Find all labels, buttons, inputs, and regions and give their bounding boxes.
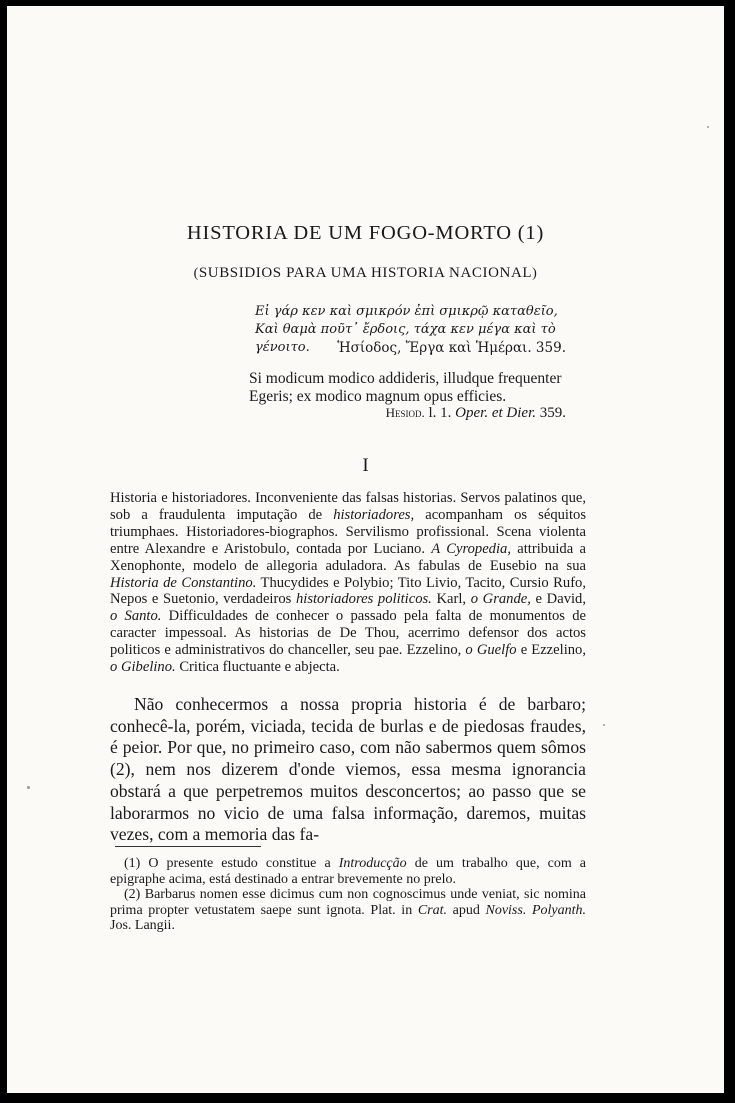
latin-epigraph-citation [386, 405, 566, 422]
scan-speck [707, 126, 709, 128]
latin-epigraph [249, 370, 589, 406]
latin-epigraph-line-2: Egeris; ex modico magnum opus efficies. [249, 388, 507, 405]
footnote-1: (1) O presente estudo constitue a Introducção de um trabalho que, com a epigraphe acima, está destinado a entrar brevemente no prelo. [110, 856, 586, 887]
subtitle-close-paren: ) [532, 266, 538, 281]
scanned-page [7, 6, 724, 1093]
latin-epigraph-line-1: Si modicum modico addideris, illudque frequenter [249, 370, 562, 387]
page-title: HISTORIA DE UM FOGO-MORTO (1) [186, 222, 545, 244]
footnotes [110, 856, 586, 934]
citation-page: 359. [539, 405, 566, 421]
citation-author: Hesiod. [385, 405, 425, 420]
subtitle-text: SUBSIDIOS PARA UMA HISTORIA NACIONAL [198, 265, 533, 281]
section-number: I [362, 455, 369, 476]
greek-epigraph-line-2: Καὶ θαμὰ ποῦτ᾽ ἔρδοις, τάχα κεν μέγα καὶ τὸ γένοιτο. [255, 322, 556, 355]
scan-speck [27, 786, 30, 789]
greek-epigraph-citation: Ἡσίοδος, Ἔργα καὶ Ἡμέραι. 359. [337, 340, 566, 356]
scan-speck [603, 724, 605, 726]
greek-epigraph-line-1: Εἰ γάρ κεν καὶ σμικρόν ἐπὶ σμικρῷ καταθεῖο, [255, 304, 558, 319]
citation-work: Oper. et Dier. [455, 405, 536, 421]
footnote-divider [115, 846, 261, 847]
body-text [110, 694, 586, 846]
subtitle [7, 265, 724, 282]
citation-ref: l. 1. [428, 405, 452, 421]
chapter-summary: Historia e historiadores. Inconveniente das falsas historias. Servos palatinos que, sob a fraudulenta imputação de historiadores, acompanham os séquitos triumphaes. Historiadores-biographos. Servilismo profissional. Scena violenta entre Alexandre e Aristobulo, contada por Luciano. A Cyropedia, attribuida a Xenophonte, modelo de allegoria aduladora. As fabulas de Eusebio na sua Historia de Constantino. Thucydides e Polybio; Tito Livio, Tacito, Cursio Rufo, Nepos e Suetonio, verdadeiros historiadores politicos. Karl, o Grande, e David, o Santo. Difficuldades de conhecer o passado pela falta de monumentos de caracter impessoal. As historias de De Thou, acerrimo defensor dos actos politicos e administrativos do chanceller, seu pae. Ezzelino, o Guelfo e Ezzelino, o Gibelino. Critica fluctuante e abjecta. [110, 490, 587, 676]
subtitle-open-paren: ( [193, 266, 199, 281]
footnote-2: (2) Barbarus nomen esse dicimus cum non cognoscimus unde veniat, sic nomina prima propter vetustatem saepe sunt ignota. Plat. in Crat. apud Noviss. Polyanth. Jos. Langii. [110, 887, 586, 934]
body-paragraph: Não conhecermos a nossa propria historia é de barbaro; conhecê-la, porém, viciada, tecida de burlas e de piedosas fraudes, é peior. Por que, no primeiro caso, com não sabermos quem sômos (2), nem nos dizerem d'onde viemos, essa mesma ignorancia obstará a que perpetremos muitos desconcertos; ao passo que se laborarmos no vicio de uma falsa informação, daremos, muitas vezes, com a memoria das fa- [110, 694, 586, 845]
